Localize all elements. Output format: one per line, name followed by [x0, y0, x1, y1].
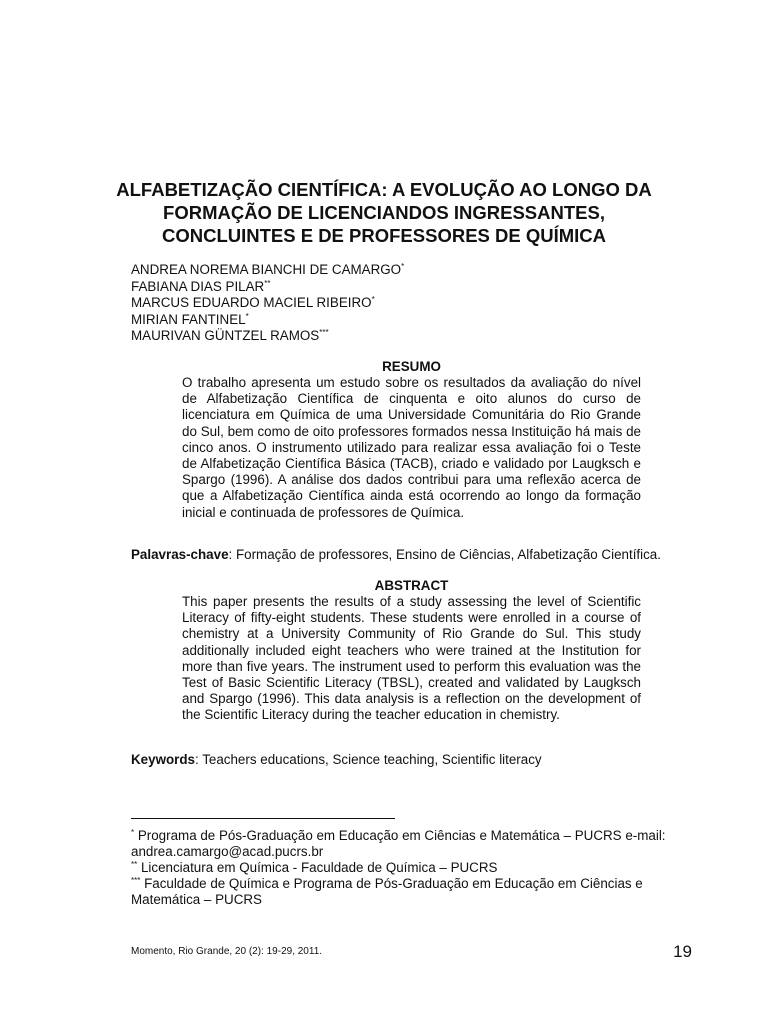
author-name: MIRIAN FANTINEL [131, 311, 246, 327]
author-item [131, 262, 631, 279]
footnote-text: Programa de Pós-Graduação em Educação em Ciências e Matemática – PUCRS e-mail: andrea.camargo@acad.pucrs.br [131, 828, 666, 859]
author-footnote-mark: * [371, 295, 375, 304]
palavras-chave-text: : Formação de professores, Ensino de Ciências, Alfabetização Científica. [228, 547, 661, 562]
resumo-text: O trabalho apresenta um estudo sobre os resultados da avaliação do nível de Alfabetização Científica de cinquenta e oito alunos do curso de licenciatura em Química de uma Universidade Comunitária do Rio Grande do Sul, bem como de oito professores formados nessa Instituição há mais de cinco anos. O instrumento utilizado para realizar essa avaliação foi o Teste de Alfabetização Científica Básica (TACB), criado e validado por Laugksch e Spargo (1996). A análise dos dados contribui para uma reflexão acerca de que a Alfabetização Científica ainda está ocorrendo ao longo da formação inicial e continuada de professores de Química. [182, 375, 641, 520]
keywords-label: Keywords [131, 752, 195, 767]
journal-reference: Momento, Rio Grande, 20 (2): 19-29, 2011. [131, 946, 323, 957]
author-item [131, 328, 631, 345]
author-footnote-mark: * [401, 262, 405, 271]
author-item [131, 312, 631, 329]
author-name: MARCUS EDUARDO MACIEL RIBEIRO [131, 295, 372, 310]
abstract-heading: ABSTRACT [374, 578, 449, 593]
author-footnote-mark: *** [319, 328, 329, 337]
footnote-item [131, 860, 696, 876]
palavras-chave-line [131, 547, 691, 563]
footnote-mark: *** [131, 876, 141, 885]
author-item [131, 295, 631, 312]
page-number: 19 [673, 942, 692, 961]
author-footnote-mark: * [245, 311, 249, 321]
keywords-line [131, 752, 691, 768]
author-list [131, 262, 631, 345]
footnote-item [131, 876, 696, 908]
footnote-divider [131, 818, 395, 819]
footnote-text: Licenciatura em Química - Faculdade de Química – PUCRS [137, 860, 498, 875]
footnotes [131, 828, 696, 908]
author-name: ANDREA NOREMA BIANCHI DE CAMARGO [131, 262, 402, 277]
author-footnote-mark: ** [264, 278, 271, 288]
keywords-text: : Teachers educations, Science teaching, Scientific literacy [195, 752, 542, 767]
author-item [131, 279, 631, 296]
paper-title: ALFABETIZAÇÃO CIENTÍFICA: A EVOLUÇÃO AO LONGO DA FORMAÇÃO DE LICENCIANDOS INGRESSANTES, CONCLUINTES E DE PROFESSORES DE QUÍMICA [116, 179, 652, 246]
footnote-item [131, 828, 696, 860]
author-name: FABIANA DIAS PILAR [131, 278, 265, 294]
author-name: MAURIVAN GÜNTZEL RAMOS [131, 328, 320, 343]
footnote-mark: * [131, 828, 135, 837]
palavras-chave-label: Palavras-chave [131, 547, 229, 562]
footnote-text: Faculdade de Química e Programa de Pós-Graduação em Educação em Ciências e Matemática – PUCRS [131, 876, 643, 907]
resumo-heading: RESUMO [382, 359, 441, 374]
abstract-text: This paper presents the results of a study assessing the level of Scientific Literacy of fifty-eight students. These students were enrolled in a course of chemistry at a University Community of Rio Grande do Sul. This study additionally included eight teachers who were trained at the Institution for more than five years. The instrument used to perform this evaluation was the Test of Basic Scientific Literacy (TBSL), created and validated by Laugksch and Spargo (1996). This data analysis is a reflection on the development of the Scientific Literacy during the teacher education in chemistry. [182, 594, 641, 723]
footnote-mark: ** [131, 860, 138, 869]
